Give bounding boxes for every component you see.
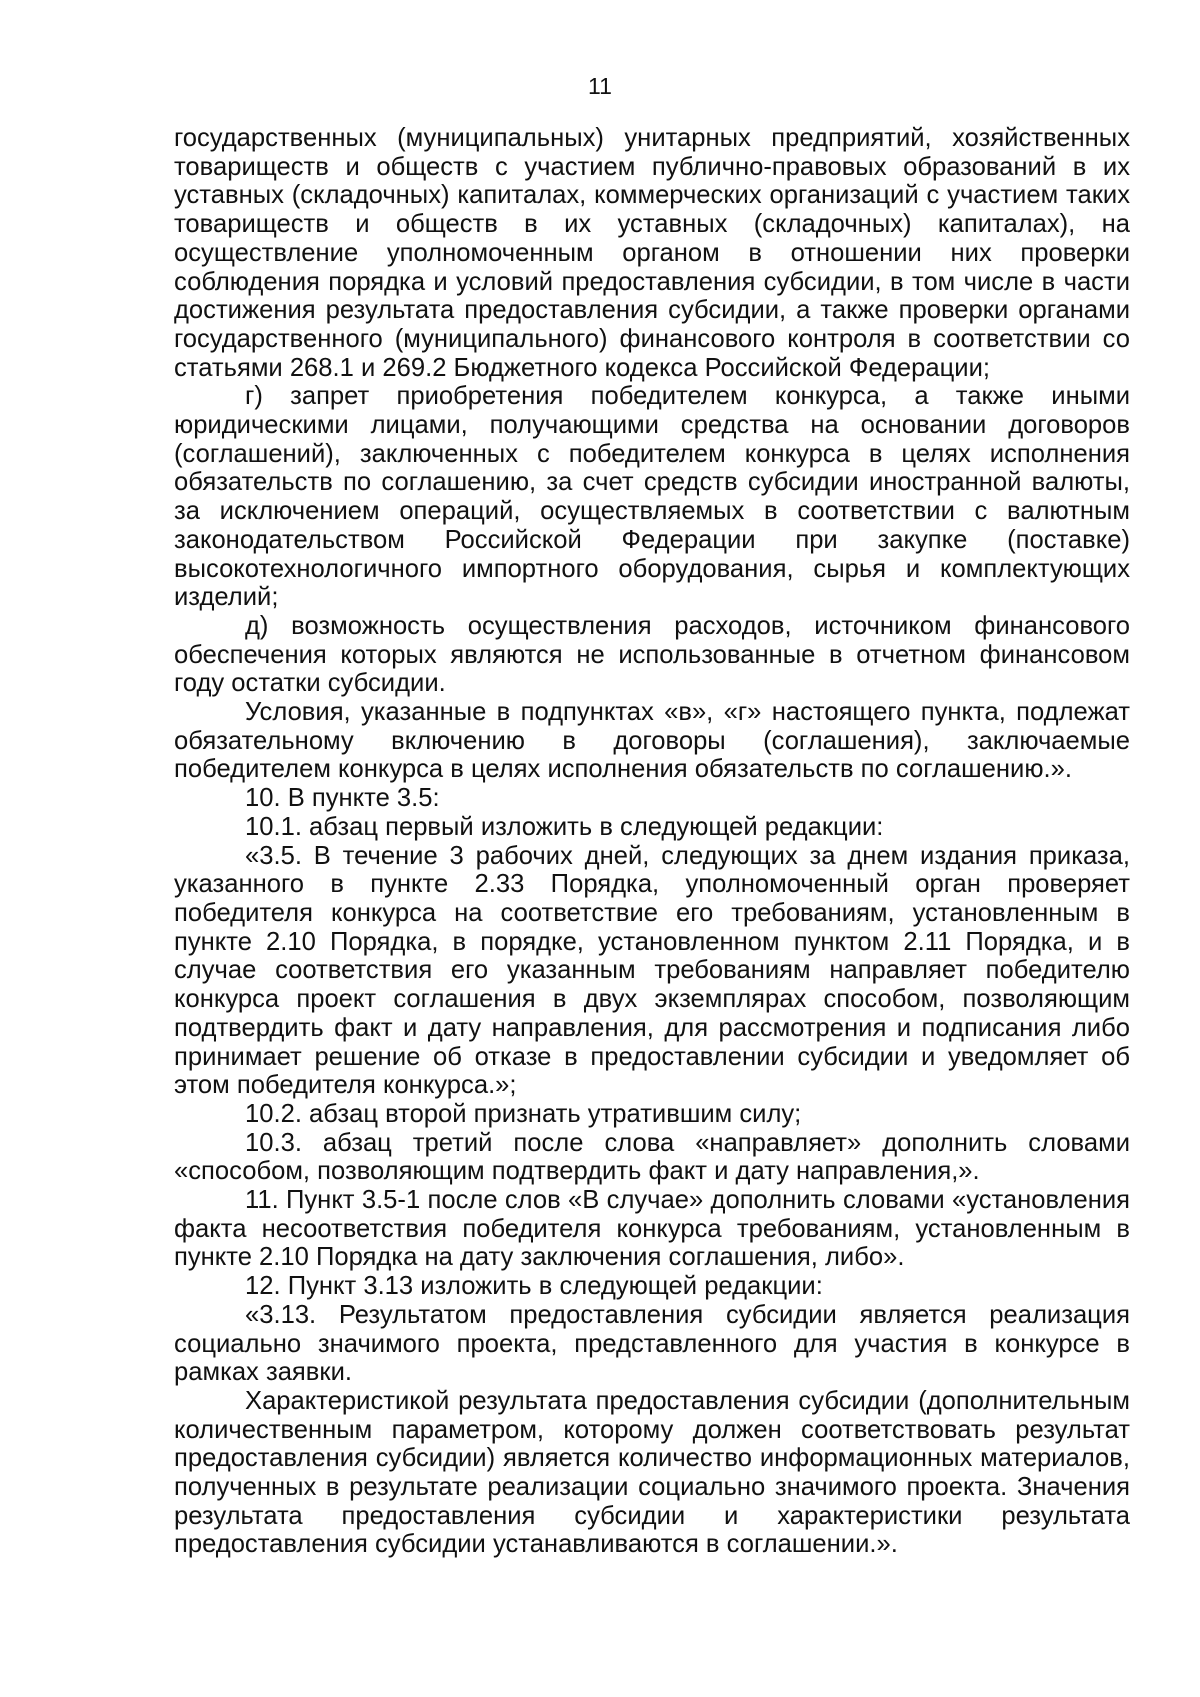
- paragraph: 10.3. абзац третий после слова «направляет» дополнить словами «способом, позволяющим подтвердить факт и дату направления,».: [174, 1128, 1130, 1186]
- paragraph: д) возможность осуществления расходов, источником финансового обеспечения которых являются не использованные в отчетном финансовом году остатки субсидии.: [174, 611, 1130, 698]
- paragraph: Условия, указанные в подпунктах «в», «г» настоящего пункта, подлежат обязательному включению в договоры (соглашения), заключаемые победителем конкурса в целях исполнения обязательств по соглашению.».: [174, 698, 1130, 784]
- paragraph: «3.13. Результатом предоставления субсидии является реализация социально значимого проекта, представленного для участия в конкурсе в рамках заявки.: [174, 1300, 1130, 1387]
- page-number: 11: [588, 73, 612, 99]
- paragraph: «3.5. В течение 3 рабочих дней, следующих за днем издания приказа, указанного в пункте 2.33 Порядка, уполномоченный орган проверяет победителя конкурса на соответствие его требованиям, установленным в пункте 2.10 Порядка, в порядке, установленном пунктом 2.11 Порядка, и в случае соответствия его указанным требованиям направляет победителю конкурса проект соглашения в двух экземплярах способом, позволяющим подтвердить факт и дату направления, для рассмотрения и подписания либо принимает решение об отказе в предоставлении субсидии и уведомляет об этом победителя конкурса.»;: [174, 841, 1130, 1100]
- paragraph: 10. В пункте 3.5:: [245, 784, 440, 813]
- document-body: [174, 124, 1130, 1559]
- paragraph: Характеристикой результата предоставления субсидии (дополнительным количественным параметром, которому должен соответствовать результат предоставления субсидии) является количество информационных материалов, полученных в результате реализации социально значимого проекта. Значения результата предоставления субсидии и характеристики результата предоставления субсидии устанавливаются в соглашении.».: [174, 1386, 1130, 1559]
- paragraph: 12. Пункт 3.13 изложить в следующей редакции:: [245, 1272, 823, 1301]
- paragraph: 10.2. абзац второй признать утратившим силу;: [245, 1099, 802, 1128]
- paragraph: 10.1. абзац первый изложить в следующей редакции:: [245, 812, 884, 841]
- paragraph: г) запрет приобретения победителем конкурса, а также иными юридическими лицами, получающими средства на основании договоров (соглашений), заключенных с победителем конкурса в целях исполнения обязательств по соглашению, за счет средств субсидии иностранной валюты, за исключением операций, осуществляемых в соответствии с валютным законодательством Российской Федерации при закупке (поставке) высокотехнологичного импортного оборудования, сырья и комплектующих изделий;: [174, 382, 1130, 612]
- paragraph: государственных (муниципальных) унитарных предприятий, хозяйственных товариществ и обществ с участием публично-правовых образований в их уставных (складочных) капиталах, коммерческих организаций с участием таких товариществ и обществ в их уставных (складочных) капиталах), на осуществление уполномоченным органом в отношении них проверки соблюдения порядка и условий предоставления субсидии, в том числе в части достижения результата предоставления субсидии, а также проверки органами государственного (муниципального) финансового контроля в соответствии со статьями 268.1 и 269.2 Бюджетного кодекса Российской Федерации;: [174, 124, 1130, 382]
- paragraph: 11. Пункт 3.5-1 после слов «В случае» дополнить словами «установления факта несоответствия победителя конкурса требованиям, установленным в пункте 2.10 Порядка на дату заключения соглашения, либо».: [174, 1186, 1130, 1272]
